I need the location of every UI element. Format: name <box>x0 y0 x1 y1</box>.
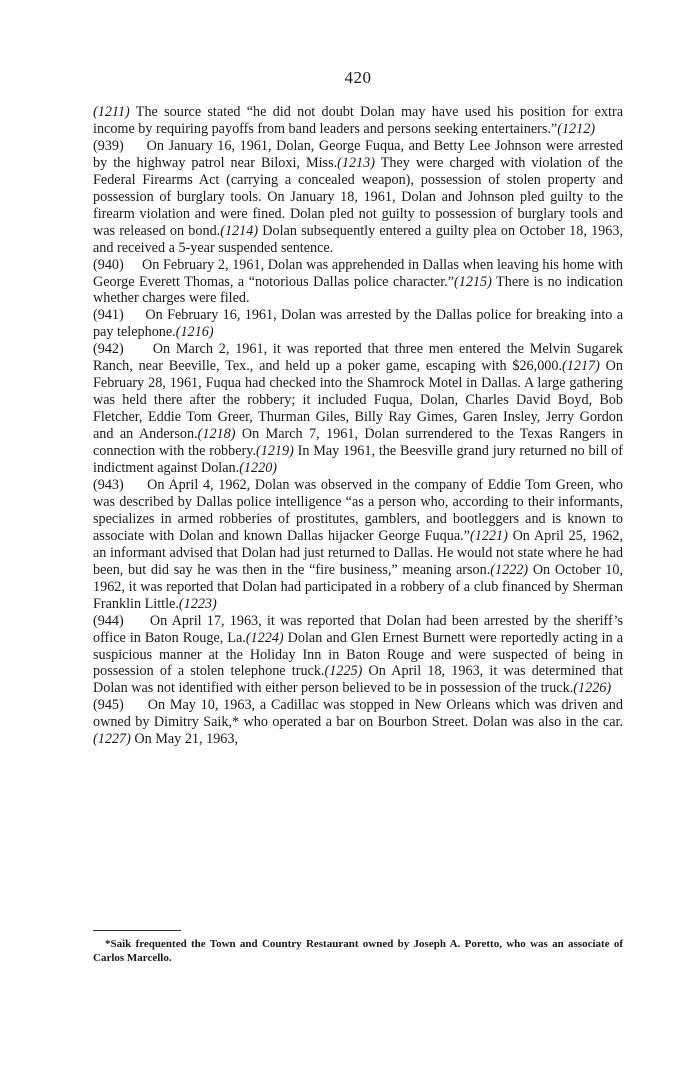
footnote-reference: (1223) <box>178 595 217 612</box>
footnote-reference: (1213) <box>337 154 375 171</box>
footnote-reference: (1215) <box>454 273 492 290</box>
footnote-reference: (1225) <box>324 663 363 680</box>
paragraph-text: Dolan subsequently entered a guilty plea on October 18, 1963, and received a 5-year suspended sentence. <box>93 222 623 256</box>
paragraph-text: Dolan and Glen Ernest Burnett were reportedly acting in a suspicious manner at the Holiday Inn in Baton Rouge and were suspected of being in possession of a stolen telephone truck. <box>93 629 623 680</box>
paragraph-text: (943) On April 4, 1962, Dolan was observed in the company of Eddie Tom Green, who was described by Dallas police intelligence “as a person who, according to their informants, specializes in armed robberies of prostitutes, gamblers, and bootleggers and is known to associate with Dolan and known Dallas hijacker George Fuqua.” <box>93 476 623 544</box>
footnote-reference: (1218) <box>197 426 236 443</box>
body-paragraph <box>93 477 623 613</box>
footnote: *Saik frequented the Town and Country Restaurant owned by Joseph A. Poretto, who was an associate of Carlos Marcello. <box>93 938 623 964</box>
paragraph-text: On March 7, 1961, Dolan surrendered to the Texas Rangers in connection with the robbery. <box>93 426 623 460</box>
footnote-reference: (1217) <box>562 358 600 375</box>
footnote-reference: (1220) <box>239 460 278 477</box>
paragraph-text: On February 28, 1961, Fuqua had checked into the Shamrock Motel in Dallas. A large gathering was held there after the robbery; it included Fuqua, Dolan, Charles David Boyd, Bob Fletcher, Eddie Tom Greer, Thurman Giles, Billy Ray Gimes, Garen Insley, Jerry Gordon and an Anderson. <box>93 358 623 443</box>
footnote-reference: (1214) <box>220 222 259 239</box>
footnote-reference: (1224) <box>245 629 284 646</box>
paragraph-text: There is no indication whether charges were filed. <box>93 273 623 307</box>
body-paragraph <box>93 257 623 308</box>
footnote-divider <box>93 930 181 931</box>
paragraph-text: They were charged with violation of the Federal Firearms Act (carrying a concealed weapon), possession of stolen property and possession of burglary tools. On January 18, 1961, Dolan and Johnson pled guilty to the firearm violation and were fined. Dolan pled not guilty to possession of burglary tools and was released on bond. <box>93 154 623 239</box>
body-paragraph <box>93 138 623 257</box>
footnote-reference: (1211) <box>93 104 130 120</box>
footnote-reference: (1212) <box>557 120 596 137</box>
paragraph-text: (944) On April 17, 1963, it was reported that Dolan had been arrested by the sheriff’s office in Baton Rouge, La. <box>93 612 623 646</box>
page-number: 420 <box>344 68 372 87</box>
paragraph-text: On April 25, 1962, an informant advised that Dolan had just returned to Dallas. He would not state where he had been, but did say he was then in the “fire business,” meaning arson. <box>93 527 623 578</box>
paragraph-text: (940) On February 2, 1961, Dolan was apprehended in Dallas when leaving his home with George Everett Thomas, a “notorious Dallas police character.” <box>93 256 623 290</box>
paragraph-text: (939) On January 16, 1961, Dolan, George Fuqua, and Betty Lee Johnson were arrested by the highway patrol near Biloxi, Miss. <box>93 137 623 171</box>
paragraph-text: On May 21, 1963, <box>130 731 239 748</box>
body-paragraph <box>93 341 623 477</box>
paragraph-text: On October 10, 1962, it was reported that Dolan had participated in a robbery of a club financed by Sherman Franklin Little. <box>93 561 623 612</box>
body-paragraph <box>93 104 623 138</box>
body-paragraph <box>93 613 623 698</box>
paragraph-text: On April 18, 1963, it was determined that Dolan was not identified with either person believed to be in possession of the truck. <box>93 663 623 697</box>
footnote-reference: (1227) <box>93 731 131 748</box>
body-text <box>93 104 623 748</box>
body-paragraph <box>93 697 623 748</box>
footnote-reference: (1219) <box>256 443 294 460</box>
paragraph-text: In May 1961, the Beesville grand jury returned no bill of indictment against Dolan. <box>93 443 623 477</box>
footnote-reference: (1221) <box>469 527 508 544</box>
footnote-reference: (1222) <box>490 561 529 578</box>
footnote-reference: (1226) <box>573 680 612 697</box>
paragraph-text: The source stated “he did not doubt Dolan may have used his position for extra income by requiring payoffs from band leaders and persons seeking entertainers.” <box>93 104 623 137</box>
paragraph-text: (945) On May 10, 1963, a Cadillac was stopped in New Orleans which was driven and owned by Dimitry Saik,* who operated a bar on Bourbon Street. Dolan was also in the car. <box>93 697 623 731</box>
body-paragraph <box>93 307 623 341</box>
paragraph-text: (942) On March 2, 1961, it was reported that three men entered the Melvin Sugarek Ranch, near Beeville, Tex., and held up a poker game, escaping with $26,000. <box>93 341 623 375</box>
footnote-reference: (1216) <box>175 324 214 341</box>
paragraph-text: (941) On February 16, 1961, Dolan was arrested by the Dallas police for breaking into a pay telephone. <box>93 307 623 341</box>
